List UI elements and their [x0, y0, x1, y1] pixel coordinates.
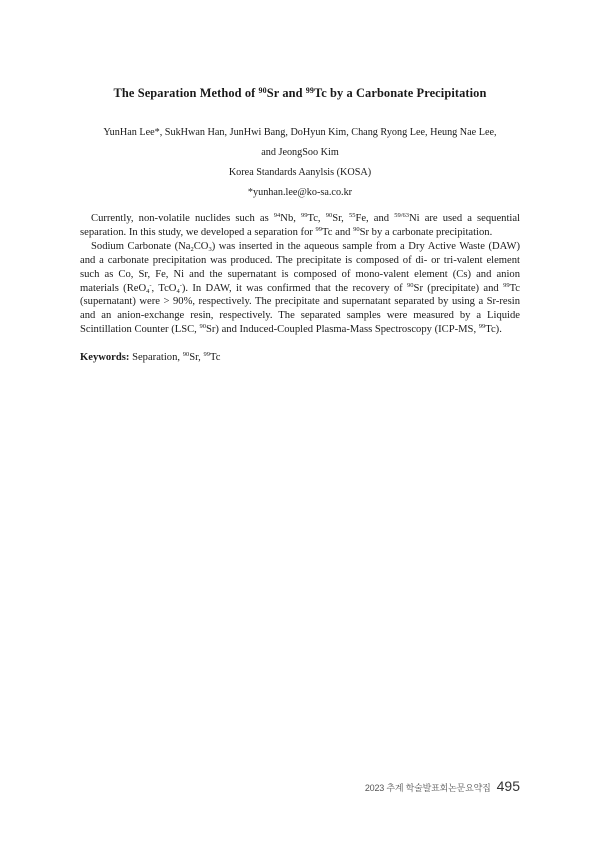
affiliation: Korea Standards Aanylsis (KOSA)	[228, 167, 372, 178]
title-text-tc: Tc by a Carbonate Precipitation	[314, 86, 487, 100]
p1-fe-mass: 55	[348, 212, 356, 219]
p2-tc2-mass: 99	[478, 323, 486, 331]
abstract-body	[80, 212, 520, 337]
p2-text-h: Sr) and Induced-Coupled Plasma-Mass Spectroscopy (ICP-MS,	[205, 324, 479, 336]
p2-text-a: Sodium Carbonate (Na	[91, 240, 191, 252]
author-list-line-2: and JeongSoo Kim	[261, 147, 339, 158]
p1-sr2-mass: 90	[353, 225, 360, 233]
p2-na-subscript: 2	[190, 245, 194, 253]
p2-co-subscript: 3	[208, 245, 212, 253]
p1-text-ni: Ni are used a sequential separation. In this study, we developed a separation for	[80, 213, 520, 238]
p2-reo-charge: -	[149, 281, 152, 289]
p2-sr2-mass: 90	[199, 323, 206, 331]
p2-text-f: Sr (precipitate) and	[413, 282, 504, 294]
keywords-text-a: Separation,	[129, 352, 183, 363]
author-block	[60, 123, 540, 203]
paper-title	[60, 86, 540, 101]
keywords-line	[80, 351, 520, 365]
abstract-paragraph-1	[80, 212, 520, 240]
p1-text-sr: Sr,	[332, 213, 349, 224]
p1-text-fe: Fe, and	[355, 213, 395, 224]
p2-text-i: Tc).	[485, 324, 502, 336]
keywords-sr-mass: 90	[182, 351, 190, 358]
page-footer	[365, 778, 520, 794]
p1-tc2-mass: 99	[315, 225, 323, 233]
p1-ni-mass: 59/63	[394, 212, 409, 219]
p2-tc-mass: 99	[503, 281, 510, 289]
p2-reo-subscript: 4	[146, 287, 150, 295]
p1-sr-mass: 90	[325, 212, 333, 219]
keywords-text-sr: Sr,	[189, 352, 204, 363]
p1-text-a: Currently, non-volatile nuclides such as	[91, 213, 274, 224]
title-text-sr: Sr and	[266, 86, 306, 100]
p2-tco-subscript: 4	[176, 287, 180, 295]
author-list-line-1: YunHan Lee*, SukHwan Han, JunHwi Bang, DoHyun Kim, Chang Ryong Lee, Heung Nae Lee,	[103, 127, 497, 138]
keywords-label: Keywords:	[80, 352, 130, 363]
p2-tco-charge: -	[179, 281, 182, 289]
keywords-text-tc: Tc	[209, 352, 221, 363]
abstract-paragraph-2	[80, 240, 520, 337]
p2-text-b: CO	[193, 240, 209, 252]
title-tc-mass-number: 99	[305, 86, 314, 95]
keywords-tc-mass: 99	[203, 351, 210, 358]
p1-text-nb: Nb,	[280, 213, 301, 224]
page-number: 495	[496, 778, 520, 794]
p2-text-d: , TcO	[151, 282, 177, 294]
p1-text-sr2: Sr by a carbonate precipitation.	[359, 226, 493, 238]
p2-sr-mass: 90	[407, 281, 414, 289]
conference-proceedings-label: 2023 추계 학술발표회논문요약집	[364, 783, 491, 793]
title-sr-mass-number: 90	[258, 86, 267, 95]
p1-tc-mass: 99	[301, 212, 308, 219]
p1-nb-mass: 94	[273, 212, 281, 219]
title-text-prefix: The Separation Method of	[113, 86, 259, 100]
p1-text-tc: Tc,	[307, 213, 326, 224]
corresponding-email: *yunhan.lee@ko-sa.co.kr	[247, 187, 353, 198]
p2-text-e: ). In DAW, it was confirmed that the recovery of	[181, 282, 408, 294]
p1-text-tc2: Tc and	[322, 226, 354, 238]
p2-text-c: ) was inserted in the aqueous sample from a Dry Active Waste (DAW) and a carbonate precipitation was produced. The precipitate is composed of di- or tri-valent element such as Co, Sr, Fe, Ni and the supernatant is composed of mono-valent element (Cs) and anion materials (ReO	[80, 240, 520, 294]
p2-text-g: Tc (supernatant) were > 90%, respectively. The precipitate and supernatant separated by using a Sr-resin and an anion-exchange resin, respectively. The separated samples were measured by a Liquide Scintillation Counter (LSC,	[80, 282, 520, 336]
